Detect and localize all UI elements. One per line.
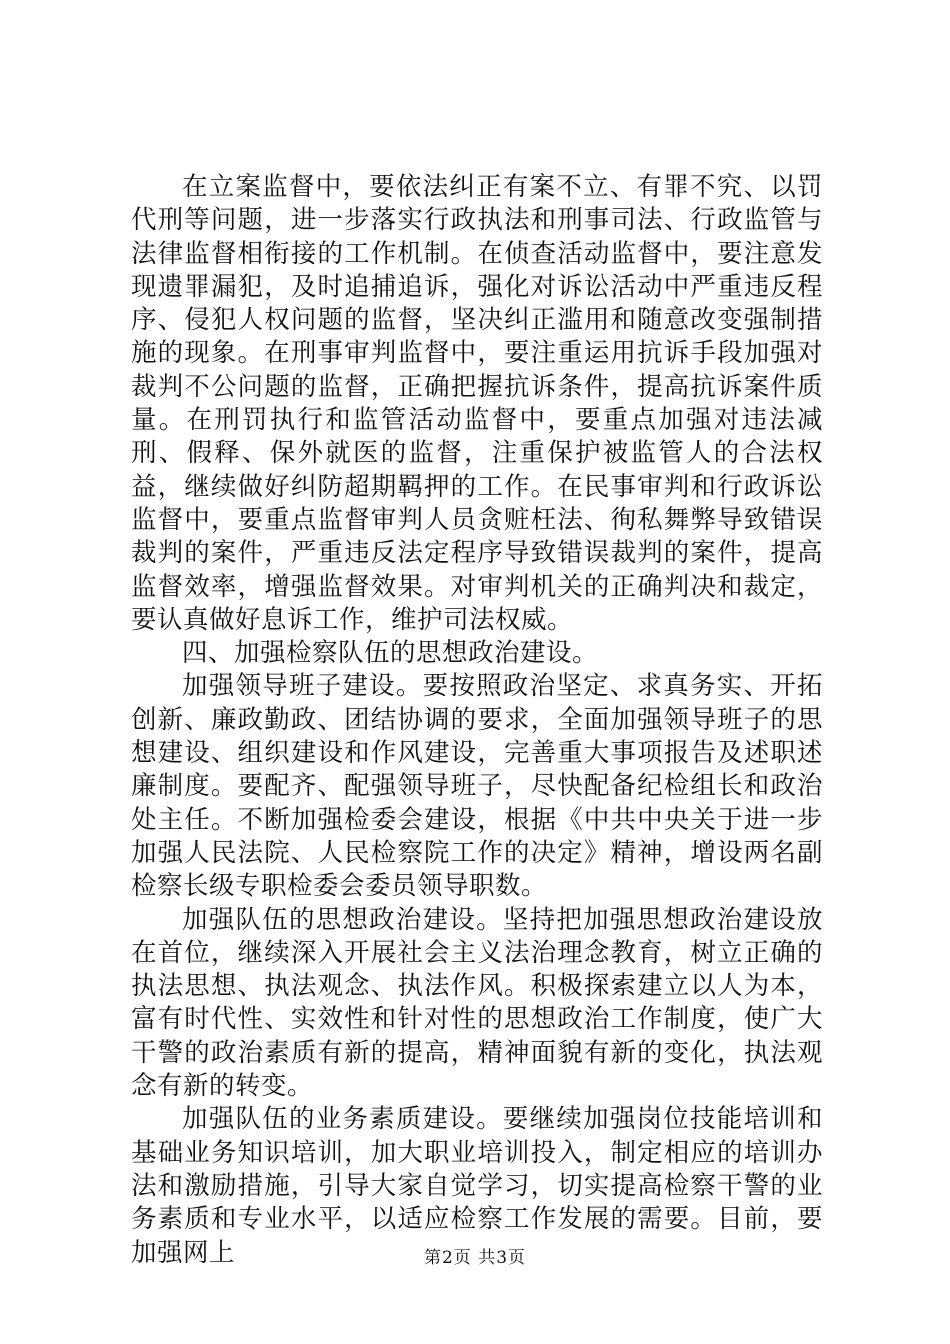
document-body [131, 171, 823, 1270]
paragraph-ideological: 加强队伍的思想政治建设。坚持把加强思想政治建设放在首位，继续深入开展社会主义法治理念教育，树立正确的执法思想、执法观念、执法作风。积极探索建立以人为本，富有时代性、实效性和针对性的思想政治工作制度，使广大干警的政治素质有新的提高，精神面貌有新的变化，执法观念有新的转变。 [131, 904, 823, 1102]
page-number-footer: 第2页 共3页 [423, 1248, 527, 1268]
paragraph-professional: 加强队伍的业务素质建设。要继续加强岗位技能培训和基础业务知识培训，加大职业培训投入，制定相应的培训办法和激励措施，引导大家自觉学习，切实提高检察干警的业务素质和专业水平，以适应检察工作发展的需要。目前，要加强网上 [131, 1104, 823, 1268]
paragraph-leadership: 加强领导班子建设。要按照政治坚定、求真务实、开拓创新、廉政勤政、团结协调的要求，全面加强领导班子的思想建设、组织建设和作风建设，完善重大事项报告及述职述廉制度。要配齐、配强领导班子，尽快配备纪检组长和政治处主任。不断加强检委会建设，根据《中共中央关于进一步加强人民法院、人民检察院工作的决定》精神，增设两名副检察长级专职检委会委员领导职数。 [131, 671, 823, 902]
paragraph-supervision: 在立案监督中，要依法纠正有案不立、有罪不究、以罚代刑等问题，进一步落实行政执法和刑事司法、行政监管与法律监督相衔接的工作机制。在侦查活动监督中，要注意发现遗罪漏犯，及时追捕追诉，强化对诉讼活动中严重违反程序、侵犯人权问题的监督，坚决纠正滥用和随意改变强制措施的现象。在刑事审判监督中，要注重运用抗诉手段加强对裁判不公问题的监督，正确把握抗诉条件，提高抗诉案件质量。在刑罚执行和监管活动监督中，要重点加强对违法减刑、假释、保外就医的监督，注重保护被监管人的合法权益，继续做好纠防超期羁押的工作。在民事审判和行政诉讼监督中，要重点监督审判人员贪赃枉法、徇私舞弊导致错误裁判的案件，严重违反法定程序导致错误裁判的案件，提高监督效率，增强监督效果。对审判机关的正确判决和裁定，要认真做好息诉工作，维护司法权威。 [131, 172, 823, 635]
section-heading-four: 四、加强检察队伍的思想政治建设。 [182, 638, 599, 669]
